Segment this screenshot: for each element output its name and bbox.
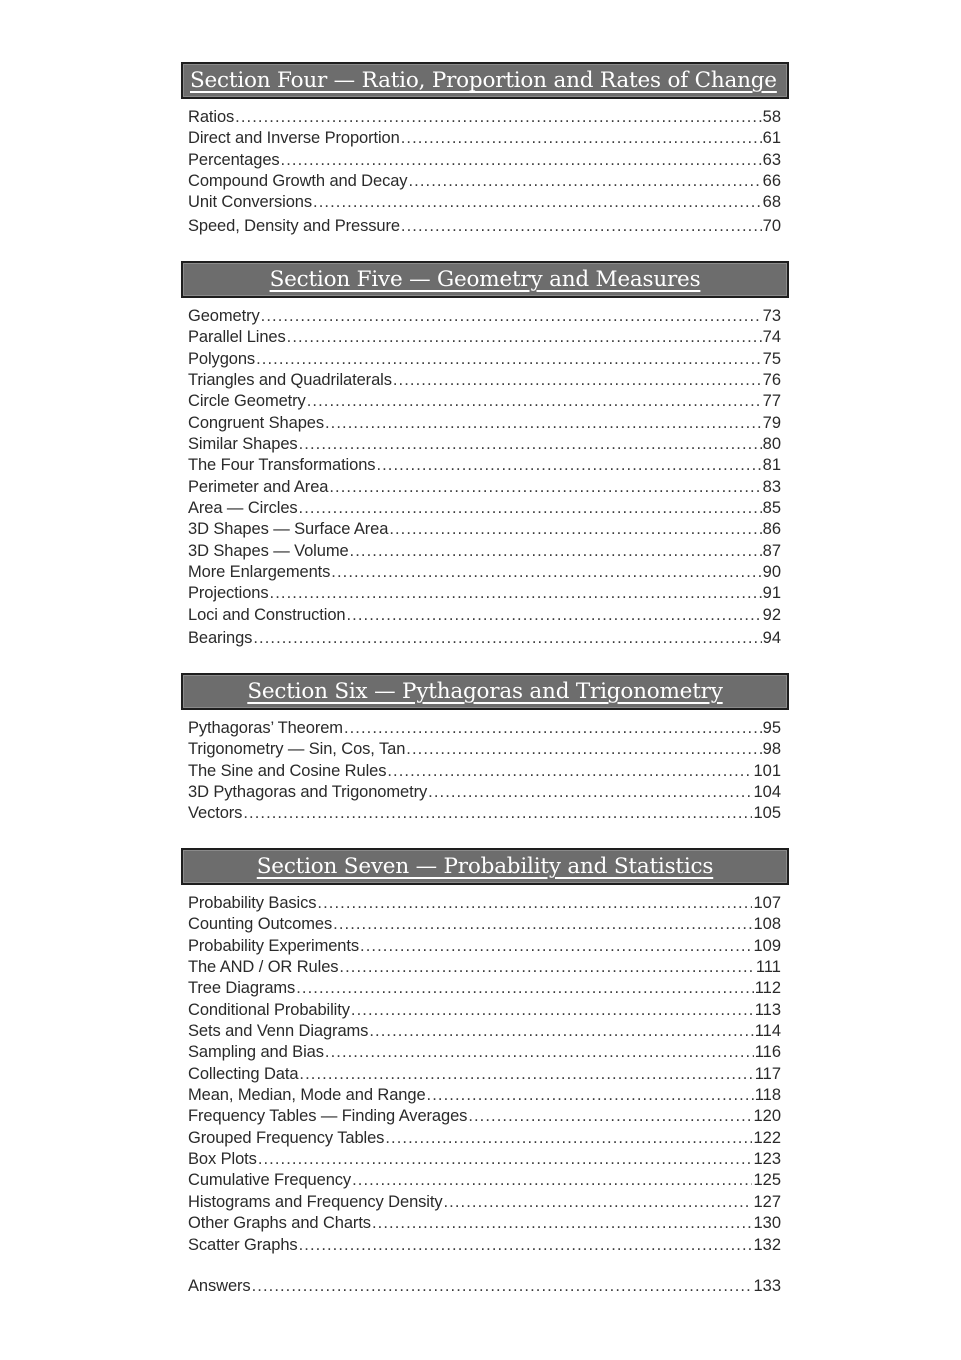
page-number: 125 [753, 1171, 781, 1190]
section-title: Section Five — Geometry and Measures [269, 267, 701, 292]
toc-entry-tree-diagrams[interactable] [188, 978, 781, 999]
entry-label: Counting Outcomes [188, 915, 333, 934]
page-number: 74 [762, 328, 781, 347]
dot-leader [256, 349, 762, 370]
entry-label: Parallel Lines [188, 328, 286, 347]
page-number: 91 [762, 584, 781, 603]
dot-leader [393, 370, 762, 391]
page-number: 79 [762, 413, 781, 432]
toc-entry-frequency-tables-averages[interactable] [188, 1106, 781, 1127]
page-number: 85 [762, 499, 781, 518]
entry-label: Triangles and Quadrilaterals [188, 371, 392, 390]
toc-entry-area-circles[interactable] [188, 498, 781, 519]
toc-entry-four-transformations[interactable] [188, 455, 781, 476]
entry-label: Answers [188, 1277, 251, 1295]
entry-label: Histograms and Frequency Density [188, 1192, 443, 1211]
entry-label: Bearings [188, 629, 253, 648]
entry-label: More Enlargements [188, 563, 331, 582]
page-number: 133 [753, 1277, 781, 1295]
toc-entry-direct-inverse-proportion[interactable] [188, 128, 781, 149]
entry-label: Circle Geometry [188, 392, 306, 411]
page-number: 94 [762, 629, 781, 648]
page-number: 70 [762, 216, 781, 235]
toc-entry-other-graphs-charts[interactable] [188, 1213, 781, 1234]
toc-entry-cumulative-frequency[interactable] [188, 1170, 781, 1191]
dot-leader [299, 434, 762, 455]
entry-label: Geometry [188, 307, 260, 325]
entry-label: Mean, Median, Mode and Range [188, 1086, 426, 1105]
page-number: 123 [753, 1150, 781, 1169]
page-number: 75 [762, 349, 781, 368]
toc-entry-probability-experiments[interactable] [188, 936, 781, 957]
entry-label: Perimeter and Area [188, 477, 329, 496]
page-number: 83 [762, 477, 781, 496]
section-header [181, 848, 789, 885]
entry-label: Loci and Construction [188, 605, 346, 624]
entry-label: Sampling and Bias [188, 1043, 324, 1062]
page-number: 120 [753, 1107, 781, 1126]
dot-leader [406, 739, 761, 760]
dot-leader [369, 1021, 753, 1042]
dot-leader [296, 978, 753, 999]
entry-label: Ratios [188, 108, 235, 126]
dot-leader [270, 583, 762, 604]
page-number: 61 [762, 129, 781, 148]
section-five [181, 261, 789, 650]
dot-leader [331, 562, 761, 583]
page-number: 81 [762, 456, 781, 475]
toc-entry-pythagoras-theorem[interactable] [188, 718, 781, 739]
entry-label: Polygons [188, 349, 256, 368]
toc-entry-percentages[interactable] [188, 150, 781, 171]
entry-label: Area — Circles [188, 499, 298, 518]
entry-label: Percentages [188, 150, 280, 169]
toc-entry-unit-conversions[interactable] [188, 192, 781, 213]
page-number: 109 [753, 936, 781, 955]
page-number: 86 [762, 520, 781, 539]
entry-label: The AND / OR Rules [188, 958, 339, 977]
section-header [181, 261, 789, 298]
toc-entry-3d-pythagoras-trigonometry[interactable] [188, 782, 781, 803]
entry-label: The Four Transformations [188, 456, 376, 475]
dot-leader [299, 498, 762, 519]
toc-entry-bearings[interactable] [188, 628, 781, 649]
dot-leader [350, 541, 762, 562]
toc-entry-trigonometry-sin-cos-tan[interactable] [188, 739, 781, 760]
dot-leader [347, 605, 762, 626]
entry-label: Projections [188, 584, 269, 603]
toc-entry-vectors[interactable] [188, 803, 781, 824]
dot-leader [258, 1149, 753, 1170]
dot-leader [401, 216, 762, 237]
dot-leader [325, 1042, 754, 1063]
dot-leader [352, 1170, 752, 1191]
toc-entry-counting-outcomes[interactable] [188, 914, 781, 935]
toc-entry-3d-shapes-surface-area[interactable] [188, 519, 781, 540]
page-number: 68 [762, 193, 781, 212]
dot-leader [287, 327, 762, 348]
page-number: 98 [762, 740, 781, 759]
toc-entry-scatter-graphs[interactable] [188, 1235, 781, 1256]
toc-entry-geometry[interactable] [188, 306, 781, 327]
page-number: 58 [762, 108, 781, 126]
page-number: 92 [762, 605, 781, 624]
toc-entry-loci-construction[interactable] [188, 605, 781, 626]
dot-leader [261, 306, 762, 327]
section-header [181, 673, 789, 710]
page-number: 107 [753, 894, 781, 912]
dot-leader [299, 1064, 753, 1085]
dot-leader [313, 192, 762, 213]
entry-label: Similar Shapes [188, 435, 298, 454]
page-number: 132 [753, 1235, 781, 1254]
toc-entry-triangles-quadrilaterals[interactable] [188, 370, 781, 391]
page-number: 77 [762, 392, 781, 411]
entry-label: Probability Basics [188, 894, 317, 912]
entry-label: Direct and Inverse Proportion [188, 129, 400, 148]
entry-label: Sets and Venn Diagrams [188, 1022, 369, 1041]
page-number: 104 [753, 783, 781, 802]
page-number: 80 [762, 435, 781, 454]
toc-entry-sampling-bias[interactable] [188, 1042, 781, 1063]
toc-list [181, 718, 789, 825]
dot-leader [401, 128, 762, 149]
page-number: 127 [753, 1192, 781, 1211]
entry-label: Box Plots [188, 1150, 257, 1169]
entry-label: Cumulative Frequency [188, 1171, 352, 1190]
toc-entry-probability-basics[interactable] [188, 893, 781, 914]
dot-leader [468, 1106, 752, 1127]
toc-entry-conditional-probability[interactable] [188, 1000, 781, 1021]
page-number: 73 [762, 307, 781, 325]
section-header [181, 62, 789, 99]
toc-list [181, 1276, 789, 1297]
entry-label: Scatter Graphs [188, 1235, 298, 1254]
entry-label: Vectors [188, 804, 243, 823]
toc-entry-similar-shapes[interactable] [188, 434, 781, 455]
toc-entry-histograms-frequency-density[interactable] [188, 1192, 781, 1213]
toc-entry-3d-shapes-volume[interactable] [188, 541, 781, 562]
section-four [181, 62, 789, 237]
page-number: 90 [762, 563, 781, 582]
section-title: Section Six — Pythagoras and Trigonometry [247, 679, 723, 704]
dot-leader [235, 107, 761, 128]
entry-label: Frequency Tables — Finding Averages [188, 1107, 468, 1126]
entry-label: Congruent Shapes [188, 413, 324, 432]
toc-entry-box-plots[interactable] [188, 1149, 781, 1170]
page-number: 76 [762, 371, 781, 390]
toc-entry-projections[interactable] [188, 583, 781, 604]
entry-label: Collecting Data [188, 1064, 299, 1083]
page-number: 118 [754, 1086, 781, 1105]
page-number: 105 [753, 804, 781, 823]
toc-entry-grouped-frequency-tables[interactable] [188, 1128, 781, 1149]
toc-list [181, 306, 789, 650]
dot-leader [299, 1235, 753, 1256]
dot-leader [243, 803, 752, 824]
toc-entry-collecting-data[interactable] [188, 1064, 781, 1085]
toc-entry-sets-venn-diagrams[interactable] [188, 1021, 781, 1042]
page-number: 117 [754, 1064, 781, 1083]
page-number: 112 [754, 979, 781, 998]
entry-label: Speed, Density and Pressure [188, 216, 400, 235]
toc-entry-answers[interactable] [188, 1276, 781, 1297]
dot-leader [389, 519, 761, 540]
page-number: 101 [753, 761, 781, 780]
section-six [181, 673, 789, 825]
toc-entry-circle-geometry[interactable] [188, 391, 781, 412]
toc-entry-compound-growth-decay[interactable] [188, 171, 781, 192]
dot-leader [427, 1085, 754, 1106]
dot-leader [281, 150, 762, 171]
toc-entry-perimeter-area[interactable] [188, 477, 781, 498]
section-title: Section Seven — Probability and Statistics [256, 854, 714, 879]
entry-label: Trigonometry — Sin, Cos, Tan [188, 740, 406, 759]
dot-leader [252, 1276, 753, 1297]
entry-label: Grouped Frequency Tables [188, 1128, 385, 1147]
page-number: 114 [754, 1022, 781, 1041]
entry-label: Tree Diagrams [188, 979, 296, 998]
page-number: 108 [753, 915, 781, 934]
entry-label: Pythagoras’ Theorem [188, 719, 343, 737]
toc-entry-sine-cosine-rules[interactable] [188, 761, 781, 782]
dot-leader [351, 1000, 754, 1021]
entry-label: Unit Conversions [188, 193, 313, 212]
dot-leader [408, 171, 761, 192]
entry-label: 3D Pythagoras and Trigonometry [188, 783, 428, 802]
toc-entry-speed-density-pressure[interactable] [188, 216, 781, 237]
entry-label: 3D Shapes — Volume [188, 541, 349, 560]
toc-entry-parallel-lines[interactable] [188, 327, 781, 348]
toc-entry-ratios[interactable] [188, 107, 781, 128]
dot-leader [317, 893, 752, 914]
dot-leader [333, 914, 752, 935]
page-number: 63 [762, 150, 781, 169]
dot-leader [325, 413, 762, 434]
toc-entry-congruent-shapes[interactable] [188, 413, 781, 434]
entry-label: 3D Shapes — Surface Area [188, 520, 389, 539]
dot-leader [360, 936, 752, 957]
dot-leader [253, 628, 761, 649]
dot-leader [339, 957, 754, 978]
page-number: 87 [762, 541, 781, 560]
dot-leader [307, 391, 762, 412]
section-title: Section Four — Ratio, Proportion and Rates of Change [190, 68, 777, 93]
entry-label: Conditional Probability [188, 1000, 350, 1019]
dot-leader [329, 477, 761, 498]
page-number: 95 [762, 719, 781, 737]
toc-entry-and-or-rules[interactable] [188, 957, 781, 978]
toc-list [181, 107, 789, 237]
toc-entry-more-enlargements[interactable] [188, 562, 781, 583]
toc-entry-mean-median-mode-range[interactable] [188, 1085, 781, 1106]
dot-leader [372, 1213, 753, 1234]
entry-label: Compound Growth and Decay [188, 172, 408, 191]
page-number: 116 [754, 1043, 781, 1062]
dot-leader [387, 761, 752, 782]
dot-leader [444, 1192, 753, 1213]
page-number: 113 [754, 1000, 781, 1019]
page-number: 66 [762, 172, 781, 191]
dot-leader [385, 1128, 752, 1149]
section-seven [181, 848, 789, 1256]
toc-list [181, 893, 789, 1256]
toc-entry-polygons[interactable] [188, 349, 781, 370]
entry-label: The Sine and Cosine Rules [188, 761, 387, 780]
page-number: 130 [753, 1214, 781, 1233]
answers-section [181, 1276, 789, 1297]
entry-label: Other Graphs and Charts [188, 1214, 371, 1233]
dot-leader [376, 455, 761, 476]
page-number: 111 [755, 958, 781, 977]
page-number: 122 [753, 1128, 781, 1147]
entry-label: Probability Experiments [188, 936, 360, 955]
dot-leader [428, 782, 752, 803]
dot-leader [344, 718, 762, 739]
